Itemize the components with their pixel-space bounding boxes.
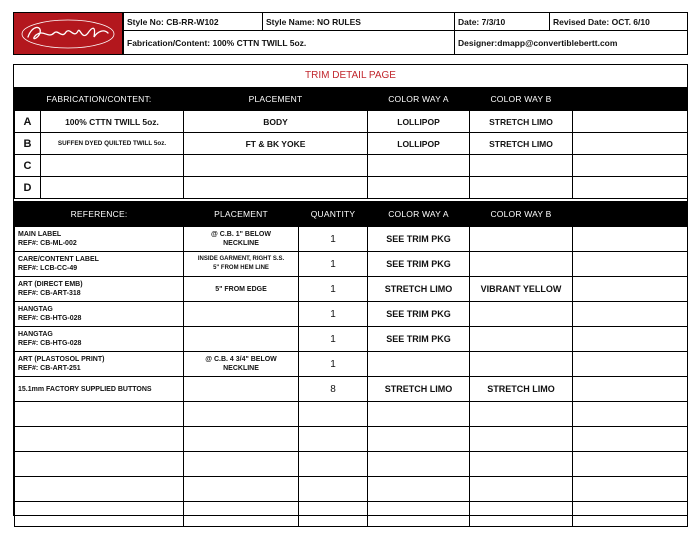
trim-reference-number: REF#: CB-ART-318	[18, 290, 81, 297]
trim-detail-sheet	[13, 64, 688, 516]
trim-row	[15, 352, 688, 377]
trim-color-a	[368, 452, 470, 477]
trim-color-a: STRETCH LIMO	[368, 277, 470, 302]
trim-color-b	[470, 402, 573, 427]
trim-placement-line1: 5" FROM EDGE	[215, 285, 267, 293]
fabric-extra	[573, 133, 688, 155]
trim-row	[15, 502, 688, 527]
fabric-extra	[573, 177, 688, 199]
brand-logo	[13, 12, 123, 55]
trim-color-b	[470, 427, 573, 452]
trim-placement	[184, 327, 299, 352]
trim-quantity	[299, 427, 368, 452]
trim-color-a	[368, 352, 470, 377]
trim-quantity: 1	[299, 302, 368, 327]
fabric-content	[41, 177, 184, 199]
trim-placement-line1: @ C.B. 4 3/4" BELOW	[205, 356, 277, 363]
trim-placement-line1: INSIDE GARMENT, RIGHT S.S.	[197, 256, 285, 262]
trim-color-b	[470, 327, 573, 352]
fabric-color-a	[368, 177, 470, 199]
trim-quantity	[299, 477, 368, 502]
colorway-a-col-header: COLOR WAY A	[368, 88, 470, 111]
trim-color-a	[368, 502, 470, 527]
trim-color-b	[470, 452, 573, 477]
trim-row	[15, 277, 688, 302]
fabrication-content: Fabrication/Content: 100% CTTN TWILL 5oz.	[123, 30, 455, 55]
row-letter: B	[15, 133, 41, 155]
trim-reference	[15, 452, 184, 477]
trim-reference-name: CARE/CONTENT LABEL	[18, 256, 99, 263]
trim-reference	[15, 327, 184, 352]
trim-quantity: 1	[299, 352, 368, 377]
style-name: Style Name: NO RULES	[262, 12, 455, 31]
trim-placement	[184, 352, 299, 377]
trim-reference	[15, 352, 184, 377]
trim-table	[14, 201, 688, 527]
trim-quantity: 1	[299, 277, 368, 302]
trim-color-b: VIBRANT YELLOW	[470, 277, 573, 302]
trim-placement	[184, 227, 299, 252]
trim-color-b	[470, 302, 573, 327]
trim-row	[15, 477, 688, 502]
fabric-color-b	[470, 155, 573, 177]
quantity-col-header: QUANTITY	[299, 202, 368, 227]
trim-placement	[184, 452, 299, 477]
trim-row	[15, 302, 688, 327]
trim-row	[15, 327, 688, 352]
trim-placement	[184, 477, 299, 502]
fabric-content	[41, 155, 184, 177]
trim-reference	[15, 302, 184, 327]
trim-header-row	[15, 202, 688, 227]
fabric-placement	[184, 155, 368, 177]
fabric-color-b: STRETCH LIMO	[470, 133, 573, 155]
trim-reference-number: REF#: CB-HTG-028	[18, 340, 82, 347]
trim-color-a	[368, 402, 470, 427]
colorway-a-col-header: COLOR WAY A	[368, 202, 470, 227]
trim-color-b	[470, 477, 573, 502]
trim-placement	[184, 302, 299, 327]
fabric-placement: FT & BK YOKE	[184, 133, 368, 155]
trim-row	[15, 377, 688, 402]
trim-color-a: SEE TRIM PKG	[368, 252, 470, 277]
fabric-color-a: LOLLIPOP	[368, 111, 470, 133]
fabric-row	[15, 133, 688, 155]
trim-reference-number: REF#: CB-ART-251	[18, 365, 81, 372]
placement-col-header: PLACEMENT	[184, 88, 368, 111]
trim-row	[15, 227, 688, 252]
trim-reference	[15, 377, 184, 402]
trim-reference-name: MAIN LABEL	[18, 231, 62, 238]
trim-color-a: STRETCH LIMO	[368, 377, 470, 402]
fabric-content: SUFFEN DYED QUILTED TWILL 5oz.	[41, 133, 184, 155]
trim-extra	[573, 477, 688, 502]
trim-placement	[184, 427, 299, 452]
trim-extra	[573, 227, 688, 252]
page-title: TRIM DETAIL PAGE	[305, 70, 396, 81]
trim-reference-number: REF#: CB-HTG-028	[18, 315, 82, 322]
blank-col-header	[573, 202, 688, 227]
trim-reference	[15, 477, 184, 502]
trim-reference	[15, 427, 184, 452]
trim-color-a: SEE TRIM PKG	[368, 302, 470, 327]
trim-reference	[15, 277, 184, 302]
fabric-col-header: FABRICATION/CONTENT:	[15, 88, 184, 111]
trim-quantity	[299, 452, 368, 477]
trim-reference-name: ART (DIRECT EMB)	[18, 281, 83, 288]
style-number: Style No: CB-RR-W102	[123, 12, 263, 31]
fabric-color-b	[470, 177, 573, 199]
trim-extra	[573, 252, 688, 277]
row-letter: D	[15, 177, 41, 199]
trim-reference	[15, 502, 184, 527]
trim-color-a	[368, 477, 470, 502]
trim-reference-name: 15.1mm FACTORY SUPPLIED BUTTONS	[18, 385, 152, 393]
trim-extra	[573, 502, 688, 527]
trim-reference-name: ART (PLASTOSOL PRINT)	[18, 356, 105, 363]
trim-row	[15, 252, 688, 277]
trim-quantity: 1	[299, 252, 368, 277]
fabric-header-row	[15, 88, 688, 111]
trim-color-a: SEE TRIM PKG	[368, 327, 470, 352]
trim-reference-number: REF#: CB-ML-002	[18, 240, 77, 247]
trim-reference-name: HANGTAG	[18, 306, 53, 313]
trim-reference	[15, 252, 184, 277]
trim-row	[15, 452, 688, 477]
blank-col-header	[573, 88, 688, 111]
trim-extra	[573, 327, 688, 352]
trim-color-b	[470, 352, 573, 377]
fabric-extra	[573, 111, 688, 133]
colorway-b-col-header: COLOR WAY B	[470, 88, 573, 111]
trim-placement	[184, 252, 299, 277]
trim-extra	[573, 452, 688, 477]
trim-color-b	[470, 227, 573, 252]
trim-color-a	[368, 427, 470, 452]
trim-extra	[573, 427, 688, 452]
trim-extra	[573, 302, 688, 327]
fabric-row	[15, 155, 688, 177]
reference-col-header: REFERENCE:	[15, 202, 184, 227]
trim-extra	[573, 277, 688, 302]
fabric-table	[14, 87, 688, 199]
fabric-row	[15, 111, 688, 133]
trim-row	[15, 402, 688, 427]
trim-color-b	[470, 252, 573, 277]
trim-reference	[15, 402, 184, 427]
trim-extra	[573, 352, 688, 377]
trim-extra	[573, 377, 688, 402]
fabric-placement	[184, 177, 368, 199]
trim-quantity: 8	[299, 377, 368, 402]
trim-reference	[15, 227, 184, 252]
trim-quantity	[299, 502, 368, 527]
trim-placement-line2: NECKLINE	[223, 240, 259, 247]
trim-placement	[184, 377, 299, 402]
fabric-row	[15, 177, 688, 199]
trim-reference-name: HANGTAG	[18, 331, 53, 338]
trim-placement-line1: @ C.B. 1" BELOW	[211, 231, 271, 238]
fabric-color-a: LOLLIPOP	[368, 133, 470, 155]
trim-row	[15, 427, 688, 452]
trim-color-b: STRETCH LIMO	[470, 377, 573, 402]
colorway-b-col-header: COLOR WAY B	[470, 202, 573, 227]
logo-script-mark	[18, 17, 118, 51]
trim-placement	[184, 277, 299, 302]
date: Date: 7/3/10	[454, 12, 550, 31]
designer-email: Designer:dmapp@convertiblebertt.com	[454, 30, 688, 55]
trim-extra	[573, 402, 688, 427]
fabric-extra	[573, 155, 688, 177]
trim-quantity: 1	[299, 227, 368, 252]
placement-col-header: PLACEMENT	[184, 202, 299, 227]
header-block	[13, 12, 688, 55]
trim-color-a: SEE TRIM PKG	[368, 227, 470, 252]
trim-placement-line2: NECKLINE	[223, 365, 259, 372]
trim-placement	[184, 502, 299, 527]
fabric-content: 100% CTTN TWILL 5oz.	[41, 111, 184, 133]
trim-quantity: 1	[299, 327, 368, 352]
row-letter: C	[15, 155, 41, 177]
trim-placement-line2: 5" FROM HEM LINE	[213, 265, 269, 271]
trim-reference-number: REF#: LCB-CC-49	[18, 265, 78, 272]
revised-date: Revised Date: OCT. 6/10	[549, 12, 688, 31]
trim-placement	[184, 402, 299, 427]
row-letter: A	[15, 111, 41, 133]
fabric-color-b: STRETCH LIMO	[470, 111, 573, 133]
trim-color-b	[470, 502, 573, 527]
fabric-color-a	[368, 155, 470, 177]
trim-quantity	[299, 402, 368, 427]
fabric-placement: BODY	[184, 111, 368, 133]
